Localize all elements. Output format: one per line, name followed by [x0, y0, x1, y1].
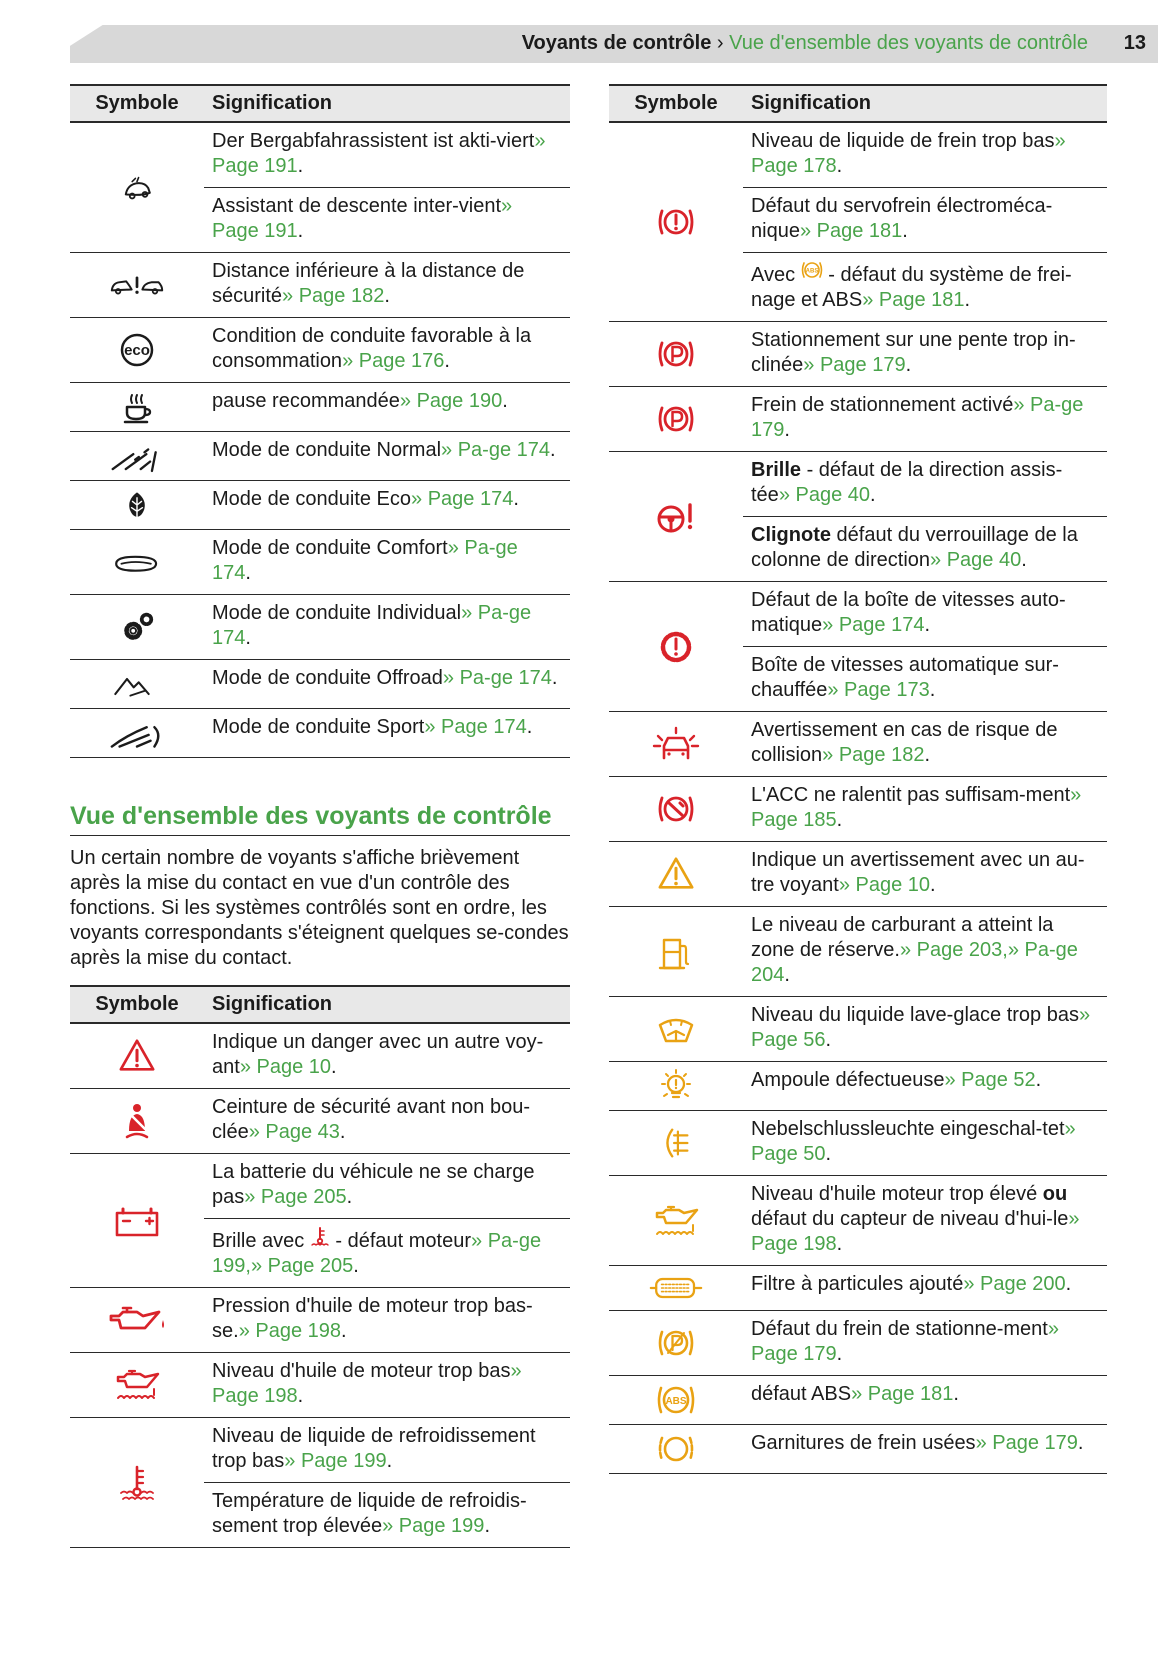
meaning-punctuation: .	[825, 1143, 832, 1165]
page-reference-link[interactable]: » Page 200	[963, 1273, 1066, 1295]
meaning-cell	[743, 1425, 1107, 1474]
table-row	[609, 1176, 1107, 1266]
meaning-punctuation: .	[836, 155, 843, 177]
acc-brake-icon	[654, 797, 698, 819]
meaning-punctuation: .	[502, 390, 508, 412]
washer-fluid-icon	[655, 1017, 697, 1039]
meaning-punctuation: .	[297, 220, 304, 242]
table-row	[70, 530, 570, 595]
parking-brake-fault-icon	[655, 1331, 697, 1353]
table-row	[70, 481, 570, 530]
meaning-text: Indique un avertissement avec un au-tre voyant	[751, 849, 1085, 896]
meaning-cell	[204, 481, 570, 530]
meaning-cell	[743, 582, 1107, 647]
meaning-cell	[743, 188, 1107, 253]
particle-filter-icon	[645, 1276, 707, 1298]
page-reference-link[interactable]: » Page 43	[248, 1121, 340, 1143]
table-row	[70, 122, 570, 188]
meaning-emphasis: Clignote	[751, 524, 831, 546]
table-row	[609, 1111, 1107, 1176]
meaning-text: Mode de conduite Sport	[212, 716, 425, 738]
meaning-cell	[204, 188, 570, 253]
meaning-text: Défaut de la boîte de vitesses auto-matique	[751, 589, 1066, 636]
right-column	[609, 84, 1107, 1474]
meaning-text: pause recommandée	[212, 390, 400, 412]
meaning-cell	[743, 1311, 1107, 1376]
meaning-text: - défaut moteur	[329, 1230, 472, 1252]
svg-text:ABS: ABS	[665, 1396, 687, 1407]
symbol-cell	[609, 842, 743, 907]
page-reference-link[interactable]: » Page 174	[424, 716, 527, 738]
meaning-punctuation: .	[905, 354, 912, 376]
meaning-text: Filtre à particules ajouté	[751, 1273, 964, 1295]
section-title: Vue d'ensemble des voyants de contrôle	[70, 802, 570, 836]
page-reference-link[interactable]: » Pa-ge 174	[212, 537, 518, 584]
meaning-punctuation: .	[930, 874, 936, 896]
table-row	[70, 595, 570, 660]
meaning-punctuation: .	[444, 350, 450, 372]
abs-fault-icon	[654, 1388, 698, 1410]
left-column	[70, 84, 570, 1548]
symbol-cell	[70, 1288, 204, 1353]
page-reference-link[interactable]: » Page 173	[827, 679, 930, 701]
column-header-symbol: Symbole	[609, 85, 743, 122]
meaning-text: Défaut du frein de stationne-ment	[751, 1318, 1048, 1340]
meaning-text: Défaut du servofrein électroméca-nique	[751, 195, 1053, 242]
table-row	[70, 1154, 570, 1219]
svg-text:ABS: ABS	[805, 268, 819, 275]
symbol-cell	[609, 387, 743, 452]
meaning-cell	[743, 997, 1107, 1062]
symbol-cell	[70, 253, 204, 318]
page-reference-link[interactable]: » Page 174	[411, 488, 514, 510]
meaning-punctuation: .	[784, 964, 790, 986]
drive-mode-offroad-icon	[112, 672, 162, 694]
distance-warning-icon	[91, 273, 183, 295]
drive-mode-sport-icon	[108, 721, 166, 743]
abs-inline-icon	[801, 264, 823, 286]
table-row	[70, 383, 570, 432]
drive-mode-comfort-icon	[111, 550, 163, 572]
symbol-cell	[609, 712, 743, 777]
warning-triangle-yellow-icon	[656, 862, 696, 884]
meaning-punctuation: .	[1065, 1273, 1072, 1295]
meaning-text: Niveau de liquide de frein trop bas	[751, 130, 1055, 152]
meaning-text: Nebelschlussleuchte eingeschal-tet	[751, 1118, 1065, 1140]
symbol-cell	[70, 1353, 204, 1418]
table-row	[70, 1023, 570, 1089]
header-section: Voyants de contrôle	[521, 32, 712, 54]
page-reference-link[interactable]: » Pa-ge 174	[212, 602, 532, 649]
battery-icon	[112, 1209, 162, 1231]
table-row	[609, 1062, 1107, 1111]
meaning-punctuation: .	[353, 1255, 359, 1277]
meaning-cell	[743, 1176, 1107, 1266]
meaning-punctuation: .	[341, 1320, 347, 1342]
page-reference-link[interactable]: » Page 179	[751, 1318, 1059, 1365]
page-reference-link[interactable]: » Page 191	[212, 130, 546, 177]
symbol-cell	[609, 1425, 743, 1474]
meaning-punctuation: .	[550, 439, 556, 461]
meaning-emphasis: Brille	[751, 459, 802, 481]
table-row	[70, 1288, 570, 1353]
symbol-cell	[70, 530, 204, 595]
drive-mode-individual-icon	[118, 615, 156, 637]
parking-brake-active-icon	[654, 407, 698, 429]
table-row	[70, 660, 570, 709]
meaning-text: Garnitures de frein usées	[751, 1432, 976, 1454]
table-row	[609, 452, 1107, 517]
page-reference-link[interactable]: » Page 182	[282, 285, 385, 307]
meaning-cell	[204, 1288, 570, 1353]
meaning-punctuation: .	[297, 155, 304, 177]
symbol-cell	[70, 122, 204, 253]
symbol-cell	[70, 595, 204, 660]
meaning-cell	[204, 383, 570, 432]
table-row	[609, 122, 1107, 188]
page-reference-link[interactable]: » Page 198	[751, 1208, 1080, 1255]
page-reference-link[interactable]: » Page 40	[930, 549, 1022, 571]
meaning-cell	[743, 1062, 1107, 1111]
page-reference-link[interactable]: » Page 181	[862, 289, 965, 311]
meaning-punctuation: .	[836, 809, 843, 831]
meaning-text: Avec	[751, 264, 796, 286]
table-row	[609, 322, 1107, 387]
meaning-cell	[204, 1154, 570, 1219]
symbol-cell	[609, 1111, 743, 1176]
table-row	[609, 582, 1107, 647]
symbol-cell	[70, 660, 204, 709]
meaning-cell	[743, 842, 1107, 907]
symbol-table-lower-body	[70, 1023, 570, 1548]
meaning-text: Niveau d'huile moteur trop élevé	[751, 1183, 1043, 1205]
parking-brake-red-icon	[654, 342, 698, 364]
oil-pressure-icon	[106, 1308, 168, 1330]
meaning-punctuation: .	[870, 484, 876, 506]
meaning-cell	[204, 1023, 570, 1089]
meaning-punctuation: .	[924, 744, 931, 766]
column-header-meaning: Signification	[204, 986, 570, 1023]
meaning-cell	[743, 322, 1107, 387]
table-row	[609, 1425, 1107, 1474]
meaning-cell	[204, 1483, 570, 1548]
meaning-text: Avertissement en cas de risque de collision	[751, 719, 1058, 766]
meaning-text: Niveau de liquide de refroidissement trop bas	[212, 1425, 536, 1472]
meaning-cell	[204, 122, 570, 188]
meaning-text: Mode de conduite Individual	[212, 602, 462, 624]
table-row	[609, 1311, 1107, 1376]
page-reference-link[interactable]: » Page 198	[212, 1360, 522, 1407]
page-reference-link[interactable]: » Page 52	[944, 1069, 1036, 1091]
meaning-text: défaut du capteur de niveau d'hui-le	[751, 1208, 1069, 1230]
symbol-cell	[609, 1266, 743, 1311]
meaning-text: L'ACC ne ralentit pas suffisam-ment	[751, 784, 1071, 806]
meaning-punctuation: .	[836, 1233, 843, 1255]
intro-paragraph: Un certain nombre de voyants s'affiche brièvement après la mise du contact en vue d'un contrôle des fonctions. Si les systèmes contrôlés sont en ordre, les voyants correspondants s'éteignent quelques se-condes après la mise du contact.	[70, 847, 569, 969]
coolant-temp-inline-icon	[310, 1230, 330, 1252]
meaning-cell	[743, 647, 1107, 712]
page-reference-link[interactable]: » Page 198	[238, 1320, 342, 1342]
table-row	[609, 777, 1107, 842]
page-reference-link[interactable]: » Pa-ge 199,	[212, 1230, 542, 1277]
eco-icon	[117, 338, 157, 360]
meaning-punctuation: .	[245, 562, 251, 584]
meaning-punctuation: .	[1077, 1432, 1084, 1454]
page-reference-link[interactable]: » Page 179	[803, 354, 906, 376]
page-reference-link[interactable]: » Page 191	[212, 195, 513, 242]
page-reference-link[interactable]: » Page 10	[239, 1056, 332, 1078]
meaning-punctuation: .	[964, 289, 971, 311]
page-reference-link[interactable]: » Page 56	[751, 1004, 1091, 1051]
page-reference-link[interactable]: » Page 203,	[899, 939, 1008, 961]
symbol-cell	[70, 318, 204, 383]
table-row	[70, 1089, 570, 1154]
table-row	[70, 432, 570, 481]
meaning-punctuation: .	[953, 1383, 959, 1405]
meaning-text: défaut du verrouillage de la colonne de direction	[751, 524, 1078, 571]
table-row	[609, 712, 1107, 777]
coolant-temperature-icon	[117, 1471, 157, 1493]
fuel-icon	[656, 940, 696, 962]
oil-level-yellow-icon	[650, 1209, 702, 1231]
page-reference-link[interactable]: » Pa-ge 204	[751, 939, 1078, 986]
meaning-cell	[204, 1418, 570, 1483]
page-reference-link[interactable]: » Page 199	[284, 1450, 387, 1472]
symbol-cell	[70, 1089, 204, 1154]
meaning-punctuation: .	[929, 679, 936, 701]
meaning-text: Assistant de descente inter-vient	[212, 195, 502, 217]
table-row	[70, 253, 570, 318]
brake-warning-icon	[654, 210, 698, 232]
table-row	[609, 1266, 1107, 1311]
column-header-symbol: Symbole	[70, 986, 204, 1023]
symbol-cell	[70, 1154, 204, 1288]
meaning-punctuation: .	[297, 1385, 304, 1407]
meaning-punctuation: .	[784, 419, 790, 441]
header-breadcrumb	[522, 30, 1088, 56]
page-reference-link[interactable]: » Page 181	[851, 1383, 954, 1405]
meaning-text: Der Bergabfahrassistent ist akti-viert	[212, 130, 535, 152]
table-row	[70, 1418, 570, 1483]
page-reference-link[interactable]: » Page 178	[751, 130, 1066, 177]
symbol-cell	[70, 709, 204, 758]
meaning-cell	[743, 253, 1107, 322]
column-header-meaning: Signification	[743, 85, 1107, 122]
meaning-cell	[743, 1111, 1107, 1176]
seatbelt-icon	[117, 1109, 157, 1131]
meaning-text: Température de liquide de refroidis-sement trop élevée	[212, 1490, 527, 1537]
meaning-text: Stationnement sur une pente trop in-clinée	[751, 329, 1076, 376]
symbol-table-right-body	[609, 122, 1107, 1474]
meaning-punctuation: .	[526, 716, 533, 738]
symbol-cell	[70, 1418, 204, 1548]
meaning-cell	[743, 122, 1107, 188]
meaning-punctuation: .	[551, 667, 558, 689]
meaning-text: Mode de conduite Eco	[212, 488, 412, 510]
meaning-text: Condition de conduite favorable à la consommation	[212, 325, 532, 372]
symbol-cell	[70, 432, 204, 481]
meaning-punctuation: .	[836, 1343, 843, 1365]
meaning-text: Mode de conduite Comfort	[212, 537, 448, 559]
symbol-cell	[70, 481, 204, 530]
meaning-text: Boîte de vitesses automatique sur-chauffée	[751, 654, 1059, 701]
meaning-cell	[204, 1219, 570, 1288]
meaning-punctuation: .	[1021, 549, 1027, 571]
meaning-text: Le niveau de carburant a atteint la zone de réserve.	[751, 914, 1054, 961]
drive-mode-normal-icon	[109, 444, 165, 466]
meaning-punctuation: .	[339, 1121, 346, 1143]
symbol-cell	[609, 1311, 743, 1376]
page-reference-link[interactable]: » Page 40	[778, 484, 871, 506]
meaning-cell	[204, 1353, 570, 1418]
meaning-text: Frein de stationnement activé	[751, 394, 1014, 416]
symbol-table-right	[609, 84, 1107, 1474]
table-row	[70, 1353, 570, 1418]
meaning-text: La batterie du véhicule ne se charge pas	[212, 1161, 535, 1208]
brake-pads-icon	[654, 1437, 698, 1459]
symbol-cell	[609, 1376, 743, 1425]
drive-mode-eco-leaf-icon	[119, 493, 155, 515]
table-row	[609, 842, 1107, 907]
bulb-fault-icon	[655, 1074, 697, 1096]
rear-fog-light-icon	[657, 1131, 695, 1153]
meaning-text: Indique un danger avec un autre voy-ant	[212, 1031, 544, 1078]
meaning-emphasis: ou	[1042, 1183, 1068, 1205]
symbol-table-lower	[70, 985, 570, 1548]
meaning-text: Brille avec	[212, 1230, 305, 1252]
meaning-text: Niveau d'huile de moteur trop bas	[212, 1360, 511, 1382]
table-row	[70, 318, 570, 383]
page-reference-link[interactable]: » Page 185	[751, 784, 1082, 831]
meaning-cell	[743, 517, 1107, 582]
symbol-cell	[609, 777, 743, 842]
page-reference-link[interactable]: » Page 190	[399, 390, 503, 412]
page-reference-link[interactable]: » Page 205	[244, 1186, 347, 1208]
symbol-table-left	[70, 84, 570, 758]
page-reference-link[interactable]: » Page 174	[822, 614, 925, 636]
table-row	[70, 709, 570, 758]
meaning-punctuation: .	[384, 285, 390, 307]
table-row	[609, 907, 1107, 997]
meaning-punctuation: .	[346, 1186, 353, 1208]
symbol-cell	[609, 452, 743, 582]
page-reference-link[interactable]: » Page 179	[975, 1432, 1078, 1454]
symbol-cell	[609, 122, 743, 322]
header-subsection[interactable]: Vue d'ensemble des voyants de contrôle	[729, 32, 1088, 54]
page-reference-link[interactable]: » Page 182	[822, 744, 925, 766]
meaning-cell	[743, 1266, 1107, 1311]
meaning-text: Ampoule défectueuse	[751, 1069, 945, 1091]
meaning-text: défaut ABS	[751, 1383, 852, 1405]
page-reference-link[interactable]: » Pa-ge 179	[751, 394, 1084, 441]
meaning-text: - défaut de la direction assis-tée	[751, 459, 1063, 506]
meaning-text: Niveau du liquide lave-glace trop bas	[751, 1004, 1079, 1026]
meaning-cell	[204, 595, 570, 660]
meaning-text: Pression d'huile de moteur trop bas-se.	[212, 1295, 533, 1342]
meaning-punctuation: .	[1035, 1069, 1042, 1091]
page-reference-link[interactable]: » Page 10	[838, 874, 931, 896]
meaning-cell	[743, 387, 1107, 452]
svg-text:eco: eco	[124, 342, 150, 359]
meaning-cell	[743, 907, 1107, 997]
symbol-cell	[70, 1023, 204, 1089]
meaning-text: Ceinture de sécurité avant non bou-clée	[212, 1096, 530, 1143]
page-reference-link[interactable]: » Page 181	[799, 220, 903, 242]
symbol-cell	[609, 582, 743, 712]
symbol-cell	[609, 1176, 743, 1266]
meaning-cell	[743, 777, 1107, 842]
page-reference-link[interactable]: » Page 205	[250, 1255, 354, 1277]
meaning-punctuation: .	[245, 627, 251, 649]
table-row	[609, 387, 1107, 452]
meaning-text: - défaut du système de frei-nage et ABS	[751, 264, 1072, 311]
meaning-cell	[204, 432, 570, 481]
page-number: 13	[1123, 32, 1146, 54]
symbol-table-left-body	[70, 122, 570, 758]
symbol-cell	[70, 383, 204, 432]
column-header-symbol: Symbole	[70, 85, 204, 122]
symbol-cell	[609, 997, 743, 1062]
meaning-cell	[743, 712, 1107, 777]
meaning-punctuation: .	[484, 1515, 490, 1537]
hill-descent-icon	[113, 176, 161, 198]
steering-fault-icon	[653, 505, 699, 527]
page-reference-link[interactable]: » Pa-ge 174	[442, 667, 552, 689]
meaning-cell	[204, 709, 570, 758]
meaning-text: Distance inférieure à la distance de sécurité	[212, 260, 525, 307]
gearbox-fault-icon	[656, 635, 696, 657]
meaning-punctuation: .	[386, 1450, 393, 1472]
meaning-cell	[204, 318, 570, 383]
table-row	[609, 997, 1107, 1062]
page-reference-link[interactable]: » Page 199	[382, 1515, 485, 1537]
meaning-punctuation: .	[902, 220, 908, 242]
meaning-cell	[204, 660, 570, 709]
meaning-text: Mode de conduite Offroad	[212, 667, 443, 689]
meaning-punctuation: .	[331, 1056, 337, 1078]
page-reference-link[interactable]: » Page 176	[342, 350, 445, 372]
symbol-cell	[609, 1062, 743, 1111]
meaning-cell	[204, 253, 570, 318]
collision-warning-icon	[650, 732, 702, 754]
header-separator: ›	[711, 32, 730, 54]
meaning-cell	[743, 452, 1107, 517]
meaning-text: Mode de conduite Normal	[212, 439, 442, 461]
meaning-cell	[204, 530, 570, 595]
meaning-punctuation: .	[924, 614, 931, 636]
meaning-cell	[743, 1376, 1107, 1425]
coffee-cup-icon	[117, 395, 157, 417]
page-reference-link[interactable]: » Page 50	[751, 1118, 1076, 1165]
page-reference-link[interactable]: » Pa-ge 174	[441, 439, 550, 461]
meaning-cell	[204, 1089, 570, 1154]
symbol-cell	[609, 907, 743, 997]
column-header-meaning: Signification	[204, 85, 570, 122]
symbol-cell	[609, 322, 743, 387]
warning-triangle-red-icon	[117, 1044, 157, 1066]
oil-level-icon	[111, 1373, 163, 1395]
table-row	[609, 1376, 1107, 1425]
meaning-punctuation: .	[825, 1029, 832, 1051]
meaning-punctuation: .	[513, 488, 519, 510]
